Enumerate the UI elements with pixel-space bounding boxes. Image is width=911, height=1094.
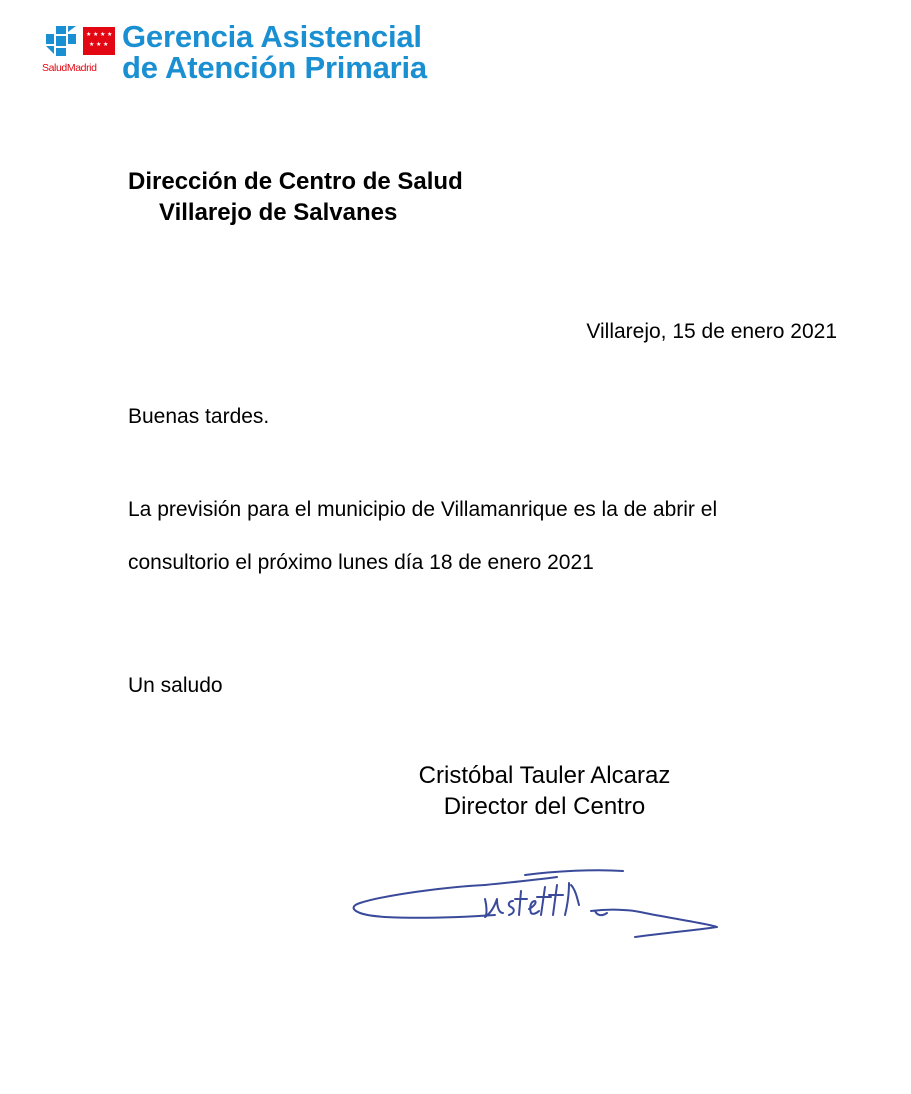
logo-caption-madrid: Madrid <box>66 62 97 74</box>
svg-text:★: ★ <box>103 41 109 48</box>
svg-text:★: ★ <box>86 31 92 38</box>
department-heading <box>128 166 463 228</box>
letter-body <box>128 483 828 589</box>
closing: Un saludo <box>128 674 223 697</box>
letter-date: Villarejo, 15 de enero 2021 <box>586 320 837 343</box>
signer-name: Cristóbal Tauler Alcaraz <box>418 762 671 789</box>
signature-icon <box>345 855 735 955</box>
greeting: Buenas tardes. <box>128 405 270 428</box>
salud-madrid-logo <box>42 22 120 78</box>
svg-text:★: ★ <box>100 31 106 38</box>
svg-text:★: ★ <box>96 41 102 48</box>
svg-text:★: ★ <box>89 41 95 48</box>
organization-name-line2: de Atención Primaria <box>122 50 427 85</box>
body-line-2: consultorio el próximo lunes día 18 de enero 2021 <box>128 551 594 574</box>
department-line2: Villarejo de Salvanes <box>159 199 398 226</box>
signer-title: Director del Centro <box>443 793 646 820</box>
signer-block <box>352 760 737 822</box>
logo-caption-salud: Salud <box>42 62 67 74</box>
organization-name <box>122 21 427 83</box>
body-line-1: La previsión para el municipio de Villamanrique es la de abrir el <box>128 498 718 521</box>
svg-text:★: ★ <box>93 31 99 38</box>
letterhead <box>42 19 482 88</box>
logo-caption <box>42 62 97 74</box>
svg-text:★: ★ <box>107 31 113 38</box>
department-line1: Dirección de Centro de Salud <box>128 168 463 195</box>
organization-name-line1: Gerencia Asistencial <box>122 19 422 54</box>
salud-madrid-emblem-icon <box>42 22 120 62</box>
